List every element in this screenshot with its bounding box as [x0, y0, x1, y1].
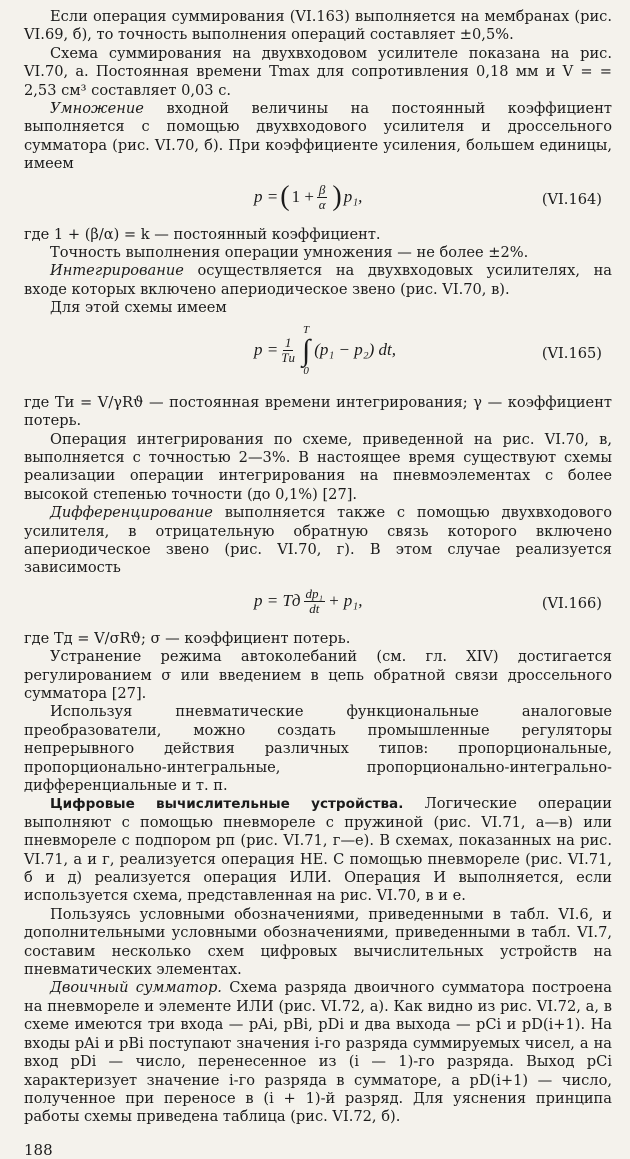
denominator: α: [318, 196, 326, 212]
paragraph: [24, 504, 612, 578]
numerator: dp₁: [305, 585, 324, 601]
formula-tail: + p₁,: [328, 591, 363, 611]
denominator: dt: [309, 600, 320, 616]
paragraph: Точность выполнения операции умножения — не более ±2%.: [50, 244, 529, 262]
equation-number: (VI.166): [541, 594, 602, 612]
formula-one-plus: 1 +: [291, 186, 314, 206]
paragraph: [24, 795, 612, 905]
paragraph-text: выполняется также с помощью двухвходового усилителя, в отрицательную обратную связь которого включено апериодическое звено (рис. VI.70, г). В этом случае реализуется зависимость: [24, 504, 613, 577]
integral: [302, 325, 310, 377]
integral-sign: ∫: [301, 333, 311, 367]
term: Двоичный сумматор.: [50, 979, 222, 997]
paragraph: где Tи = V/γRϑ — постоянная времени интегрирования; γ — коэффициент потерь.: [24, 393, 612, 430]
formula-vi164: p = ( 1 + $\frac{\beta}{\alpha}$ ) p₁, (VI.164): [254, 181, 602, 213]
denominator: Tи: [281, 350, 295, 366]
fraction: [281, 336, 295, 365]
integral-upper: T: [303, 323, 310, 336]
formula-tail: p₁,: [343, 186, 363, 206]
paragraph: Схема суммирования на двухвходовом усилителе показана на рис. VI.70, а. Постоянная времени Tmax для сопротивления 0,18 мм и V = = 2,53 см³ составляет 0,03 с.: [24, 44, 612, 99]
paragraph: Используя пневматические функциональные аналоговые преобразователи, можно создать промышленные регуляторы непрерывного действия различных типов: пропорциональные, пропорционально-интегральные, пропорционально-интегрально-дифференциальные и т. п.: [24, 703, 612, 794]
fraction: [304, 587, 326, 616]
numerator: β: [318, 181, 326, 197]
term: Дифференцирование: [50, 504, 213, 522]
paragraph: Если операция суммирования (VI.163) выполняется на мембранах (рис. VI.69, б), то точность выполнения операций составляет ±0,5%.: [24, 8, 612, 44]
formula-vi166: [24, 581, 612, 627]
paragraph: Для этой схемы имеем: [50, 299, 227, 317]
numerator: 1: [284, 335, 292, 351]
formula-lhs: p =: [254, 186, 279, 206]
paragraph: [24, 979, 612, 1126]
paragraph: где Tд = V/σRϑ; σ — коэффициент потерь.: [24, 629, 351, 647]
equation-number: (VI.164): [541, 190, 602, 208]
paragraph: Пользуясь условными обозначениями, приведенными в табл. VI.6, и дополнительными условными обозначениями, приведенными в табл. VI.7, составим несколько схем цифровых вычислительных устройств на пневматических элементах.: [24, 905, 612, 979]
page-number: 188: [24, 1140, 53, 1159]
paragraph: где 1 + (β/α) = k — постоянный коэффициент.: [24, 225, 381, 243]
formula-lhs: p =: [254, 340, 279, 360]
paragraph: Операция интегрирования по схеме, приведенной на рис. VI.70, в, выполняется с точностью 2—3%. В настоящее время существуют схемы реализации операции интегрирования на пневмоэлементах с более высокой степенью точности (до 0,1%) [27].: [24, 430, 612, 503]
term: Интегрирование: [50, 262, 184, 280]
paragraph: [24, 100, 612, 174]
formula-lhs: p = Tд: [254, 591, 301, 611]
formula-body: (p₁ − p₂) dt,: [314, 340, 397, 360]
term: Умножение: [50, 100, 144, 118]
paragraph: [24, 262, 612, 299]
paragraph-text: Логические операции выполняют с помощью пневмореле с пружиной (рис. VI.71, а—в) или пневмореле с подпором pп (рис. VI.71, г—е). В схемах, показанных на рис. VI.71, а и г, реализуется операция НЕ. С помощью пневмореле (рис. VI.71, б и д) реализуется операция ИЛИ. Операция И выполняется, если используется схема, представленная на рис. VI.70, в и е.: [24, 795, 613, 905]
section-heading: Цифровые вычислительные устройства.: [50, 796, 404, 813]
paragraph-text: Схема разряда двоичного сумматора построена на пневмореле и элементе ИЛИ (рис. VI.72, а). Как видно из рис. VI.72, а, в схеме имеются три входа — pAi, pBi, pDi и два выхода — pCi и pD(i+1). На входы pAi и pBi поступают значения i-го разряда суммируемых чисел, а на вход pDi — число, перенесенное из (i — 1)-го разряда. Выход pCi характеризует значение i-го разряда в сумматоре, а pD(i+1) — число, полученное при переносе в (i + 1)-й разряд. Для уяснения принципа работы схемы приведена таблица (рис. VI.72, б).: [24, 979, 612, 1126]
equation-number: (VI.165): [541, 344, 602, 362]
paragraph: Устранение режима автоколебаний (см. гл. XIV) достигается регулированием σ или введением в цепь обратной связи дроссельного сумматора [27].: [24, 648, 612, 702]
paragraph-text: входной величины на постоянный коэффициент выполняется с помощью двухвходового усилителя и дроссельного сумматора (рис. VI.70, б). При коэффициенте усиления, большем единицы, имеем: [24, 100, 612, 173]
formula-vi165: [24, 321, 612, 391]
fraction: [317, 183, 327, 212]
integral-lower: 0: [303, 364, 309, 377]
paragraph-text: осуществляется на двухвходовых усилителях, на входе которых включено апериодическое звено (рис. VI.70, в).: [24, 262, 613, 298]
